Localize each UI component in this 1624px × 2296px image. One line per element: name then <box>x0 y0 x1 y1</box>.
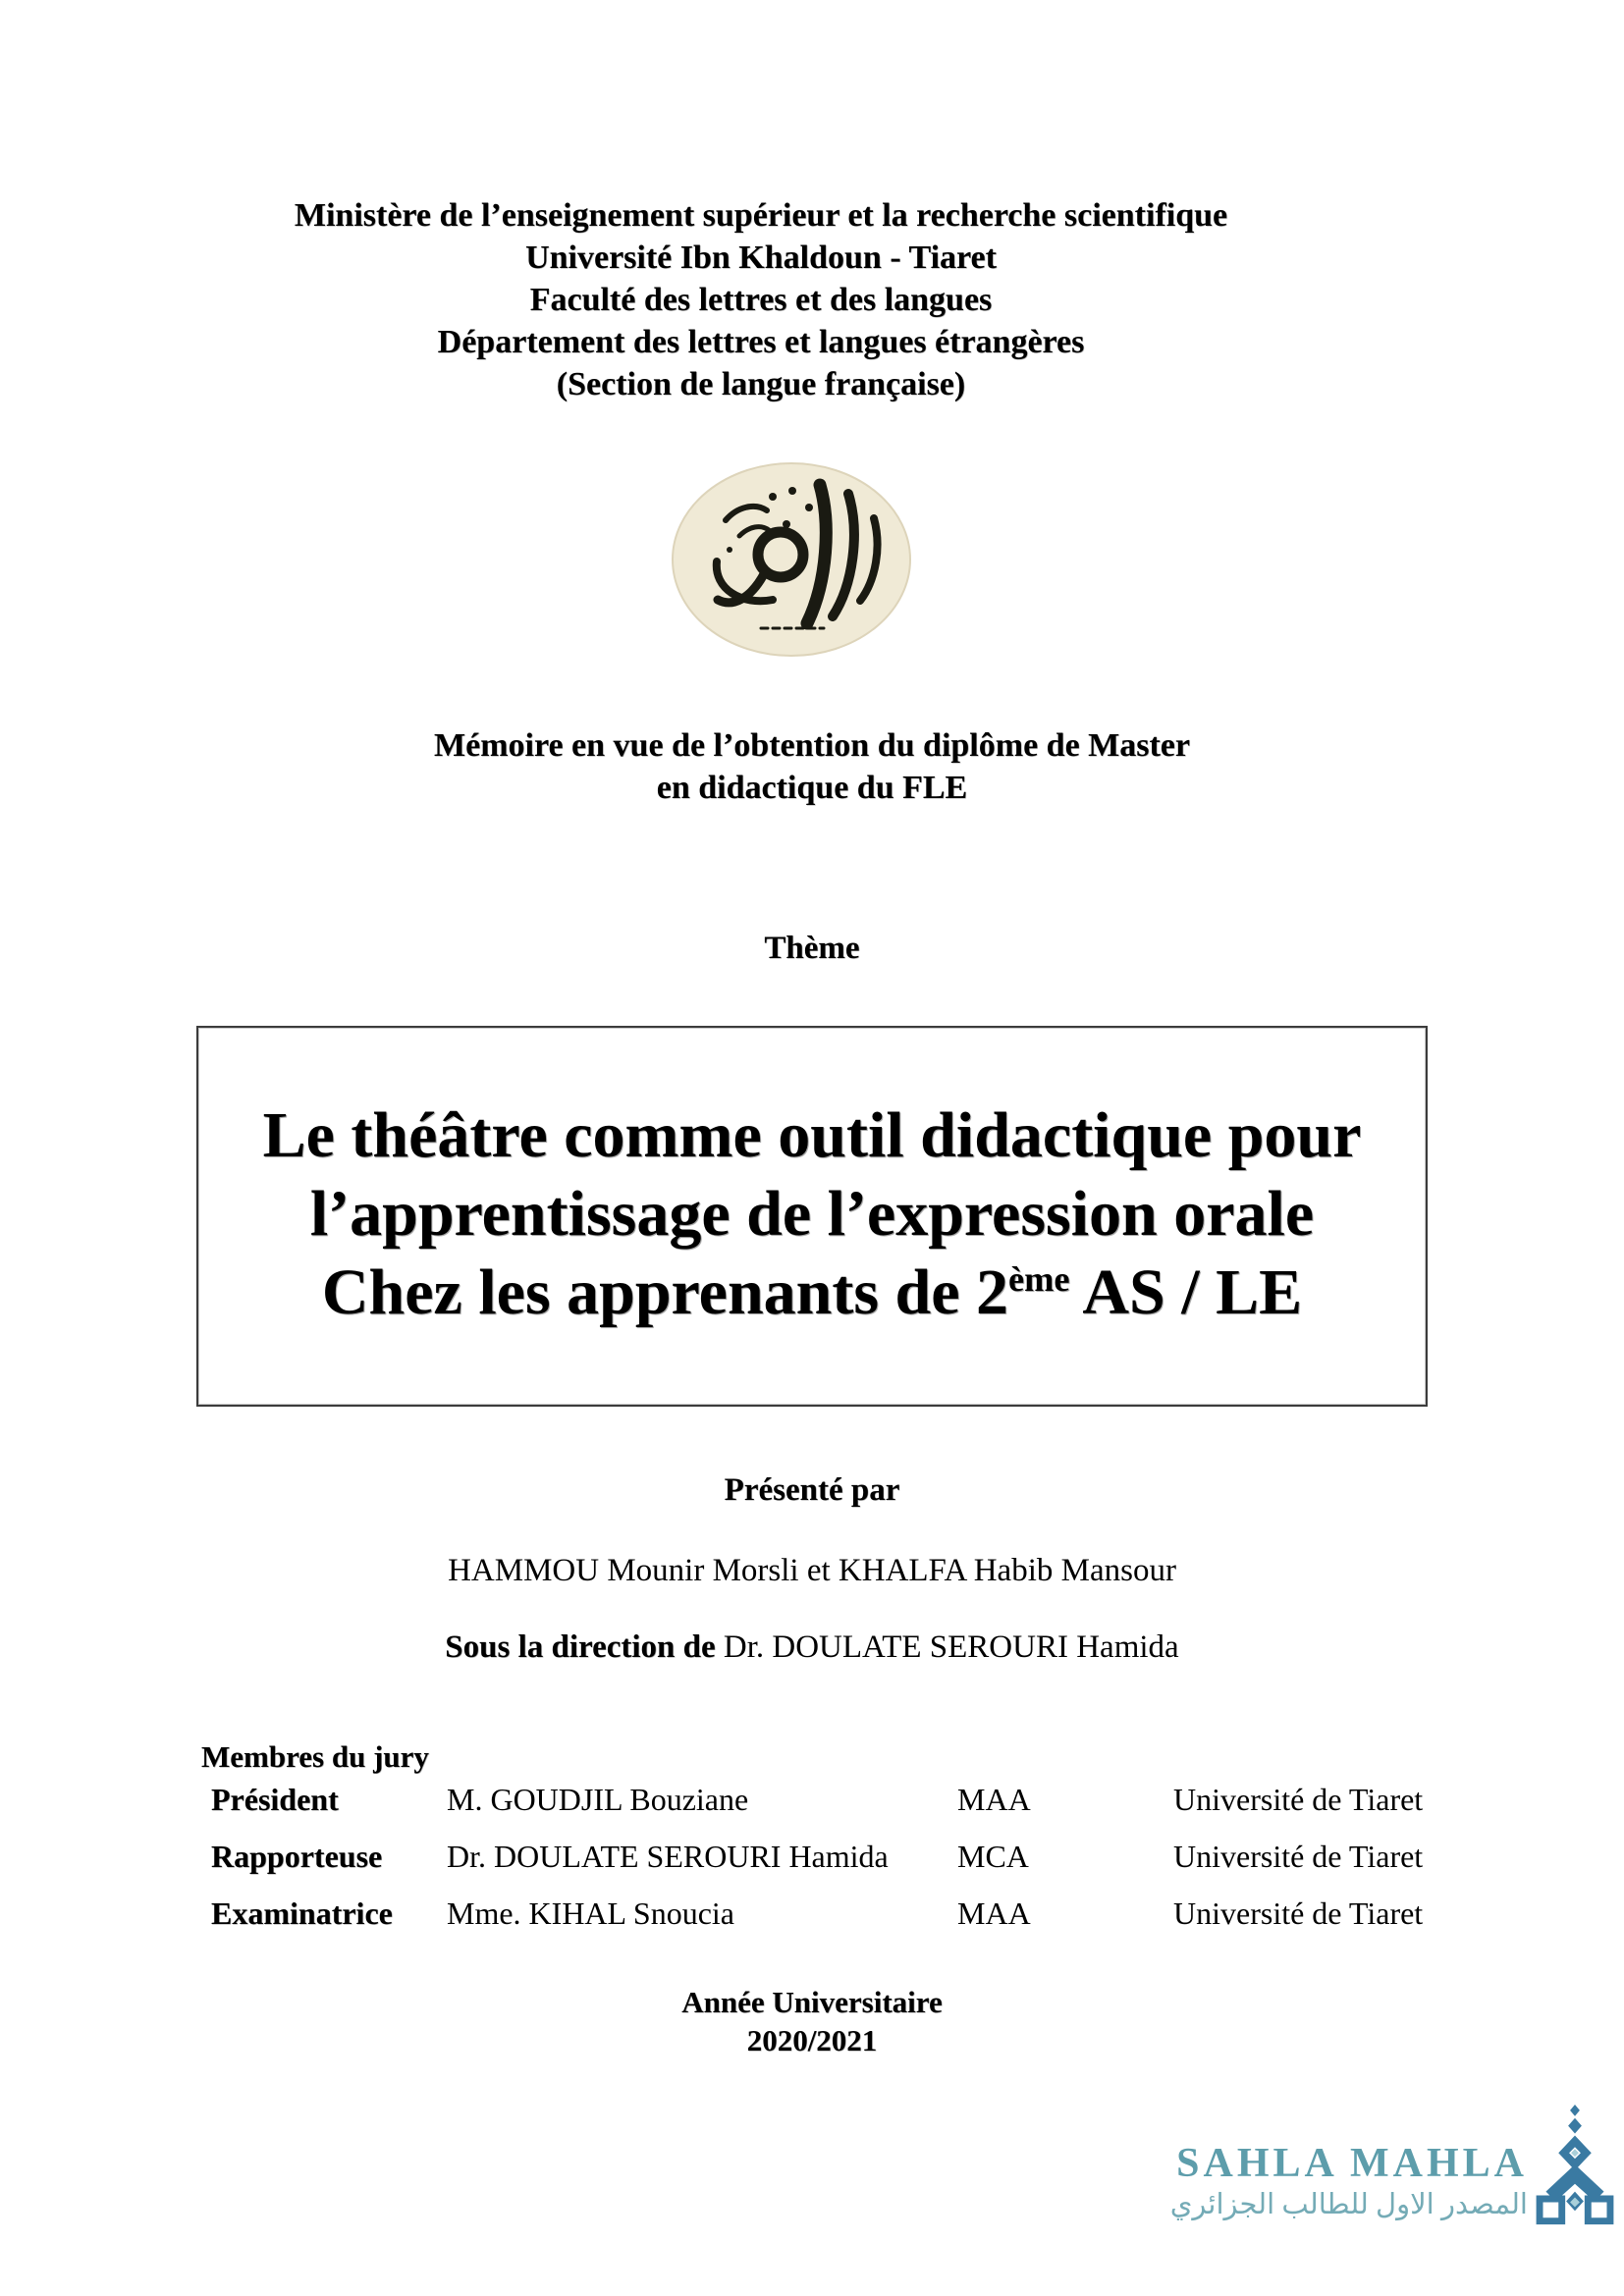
supervision-line <box>0 1629 1624 1666</box>
jury-row-rapporteuse <box>0 1839 1624 1882</box>
title-line-3: Chez les apprenants de 2ème AS / LE <box>321 1256 1303 1328</box>
jury-heading: Membres du jury <box>201 1739 429 1774</box>
jury-name: Mme. KIHAL Snoucia <box>447 1896 734 1931</box>
university-line: Université Ibn Khaldoun - Tiaret <box>525 240 997 276</box>
section-line: (Section de langue française) <box>556 366 966 402</box>
presented-by-label: Présenté par <box>724 1472 900 1508</box>
academic-year-value: 2020/2021 <box>746 2023 878 2057</box>
jury-institution: Université de Tiaret <box>1173 1782 1424 1817</box>
jury-role: Rapporteuse <box>211 1839 383 1874</box>
title-line-2: l’apprentissage de l’expression orale <box>309 1178 1315 1250</box>
academic-year-block <box>0 1983 1624 2059</box>
department-line: Département des lettres et langues étrangères <box>437 324 1085 360</box>
jury-institution: Université de Tiaret <box>1173 1839 1424 1874</box>
institution-header <box>0 194 1522 405</box>
jury-institution: Université de Tiaret <box>1173 1896 1424 1931</box>
superscript-eme: ème <box>1008 1259 1070 1299</box>
faculty-line: Faculté des lettres et des langues <box>529 282 993 318</box>
degree-line: Mémoire en vue de l’obtention du diplôme de Master <box>434 727 1190 764</box>
sahla-mahla-kufic-emblem-icon <box>1530 2103 1620 2230</box>
jury-role: Examinatrice <box>211 1896 393 1931</box>
academic-year-label: Année Universitaire <box>681 1985 943 2019</box>
thesis-title-box <box>196 1026 1428 1407</box>
university-seal-icon <box>671 461 912 658</box>
watermark-text <box>1170 2103 1528 2224</box>
jury-row-examinatrice <box>0 1896 1624 1939</box>
theme-label: Thème <box>764 931 860 966</box>
speciality-line: en didactique du FLE <box>656 770 968 806</box>
jury-grade: MAA <box>957 1782 1031 1817</box>
sahla-mahla-watermark <box>1170 2103 1620 2230</box>
jury-name: Dr. DOULATE SEROURI Hamida <box>447 1839 889 1874</box>
jury-role: Président <box>211 1782 339 1817</box>
authors: HAMMOU Mounir Morsli et KHALFA Habib Mansour <box>448 1553 1176 1588</box>
watermark-tagline-arabic: المصدر الاول للطالب الجزائري <box>1169 2189 1528 2220</box>
supervision-label: Sous la direction de <box>445 1629 716 1665</box>
jury-grade: MAA <box>957 1896 1031 1931</box>
degree-statement <box>0 724 1624 809</box>
title-line-1: Le théâtre comme outil didactique pour <box>262 1099 1362 1171</box>
jury-grade: MCA <box>957 1839 1029 1874</box>
jury-name: M. GOUDJIL Bouziane <box>447 1782 749 1817</box>
ministry-line: Ministère de l’enseignement supérieur et la recherche scientifique <box>294 197 1228 234</box>
supervisor-name: Dr. DOULATE SEROURI Hamida <box>715 1629 1179 1665</box>
watermark-brand: SAHLA MAHLA <box>1176 2141 1528 2186</box>
jury-row-president <box>0 1782 1624 1825</box>
